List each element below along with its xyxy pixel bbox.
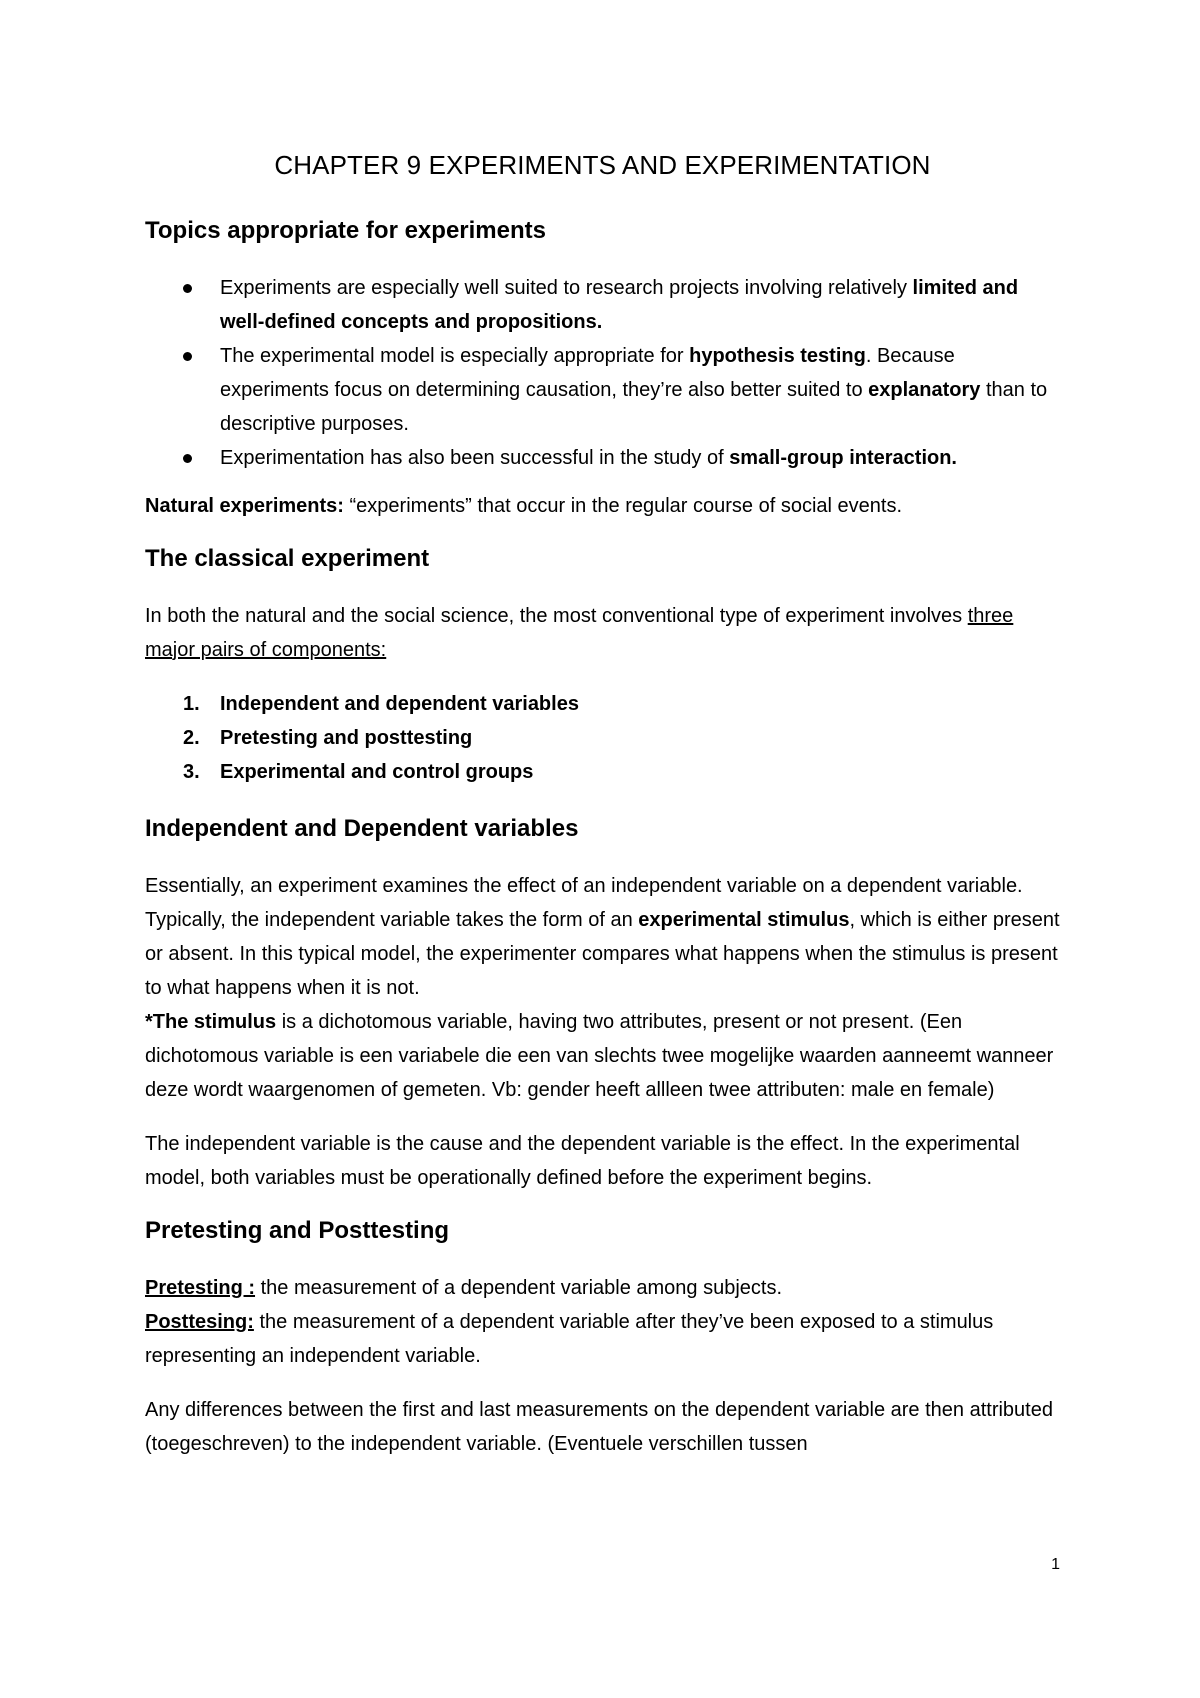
- bullet-text: The experimental model is especially appropriate for: [220, 345, 690, 367]
- list-item: [145, 687, 1060, 721]
- list-item-label: Independent and dependent variables: [220, 693, 579, 715]
- bold-text: experimental stimulus: [638, 909, 850, 931]
- list-number: 2.: [183, 727, 200, 749]
- bullet-icon: [183, 284, 192, 293]
- paragraph-text: is a dichotomous variable, having two attributes, present or not present. (Een dichotomous variable is een variabele die een van slechts twee mogelijke waarden aanneemt wanneer deze wordt waargenomen of gemeten. Vb: gender heeft allleen twee attributen: male en female): [145, 1011, 1054, 1101]
- bullet-icon: [183, 352, 192, 361]
- list-item-label: Experimental and control groups: [220, 761, 534, 783]
- topics-bullet-list: [145, 271, 1060, 475]
- definition-text: “experiments” that occur in the regular course of social events.: [343, 495, 903, 517]
- independent-paragraph-2: [145, 1005, 1060, 1107]
- paragraph-text: , which is either present or absent. In this typical model, the experimenter compares what happens when the stimulus is present to what happens when it is not.: [145, 909, 1060, 999]
- page-number: 1: [1051, 1556, 1060, 1573]
- list-item: [145, 721, 1060, 755]
- bullet-icon: [183, 454, 192, 463]
- underlined-text: three major pairs of components:: [145, 605, 1014, 661]
- heading-independent-dependent: Independent and Dependent variables: [145, 815, 579, 842]
- paragraph-text: Essentially, an experiment examines the effect of an independent variable on a dependent variable. Typically, the independent variable takes the form of an: [145, 875, 1023, 931]
- chapter-title: CHAPTER 9 EXPERIMENTS AND EXPERIMENTATION: [274, 150, 931, 180]
- heading-topics: Topics appropriate for experiments: [145, 217, 546, 244]
- bullet-text: . Because experiments focus on determining causation, they’re also better suited to: [220, 345, 955, 401]
- term-label: Posttesing:: [145, 1311, 254, 1333]
- components-list: [145, 687, 1060, 789]
- independent-paragraph-3: The independent variable is the cause and the dependent variable is the effect. In the experimental model, both variables must be operationally defined before the experiment begins.: [145, 1133, 1020, 1189]
- definition-text: the measurement of a dependent variable among subjects.: [255, 1277, 783, 1299]
- term-label: Natural experiments:: [145, 495, 344, 517]
- bullet-bold-text: limited and well-defined concepts and propositions.: [220, 277, 1019, 333]
- bold-text: *The stimulus: [145, 1011, 277, 1033]
- differences-paragraph: Any differences between the first and last measurements on the dependent variable are then attributed (toegeschreven) to the independent variable. (Eventuele verschillen tussen: [145, 1399, 1053, 1455]
- bullet-text: Experiments are especially well suited to research projects involving relatively: [220, 277, 913, 299]
- natural-experiments-paragraph: [145, 489, 1060, 523]
- term-label: Pretesting :: [145, 1277, 256, 1299]
- bullet-bold-text: explanatory: [868, 379, 981, 401]
- list-number: 3.: [183, 761, 200, 783]
- list-item: [145, 755, 1060, 789]
- bullet-item: [145, 271, 1060, 339]
- heading-classical-experiment: The classical experiment: [145, 545, 430, 572]
- bullet-text: than to descriptive purposes.: [220, 379, 1048, 435]
- heading-pretesting-posttesting: Pretesting and Posttesting: [145, 1217, 450, 1244]
- independent-paragraph-1: [145, 869, 1060, 1005]
- bullet-item: [145, 339, 1060, 441]
- paragraph-text: In both the natural and the social science, the most conventional type of experiment involves: [145, 605, 968, 627]
- bullet-bold-text: hypothesis testing: [689, 345, 866, 367]
- bullet-item: [145, 441, 1060, 475]
- list-item-label: Pretesting and posttesting: [220, 727, 473, 749]
- definition-text: the measurement of a dependent variable after they’ve been exposed to a stimulus representing an independent variable.: [145, 1311, 994, 1367]
- bullet-bold-text: small-group interaction.: [729, 447, 957, 469]
- bullet-text: Experimentation has also been successful in the study of: [220, 447, 730, 469]
- classical-intro-paragraph: [145, 599, 1060, 667]
- list-number: 1.: [183, 693, 200, 715]
- testing-definitions: [145, 1271, 1060, 1373]
